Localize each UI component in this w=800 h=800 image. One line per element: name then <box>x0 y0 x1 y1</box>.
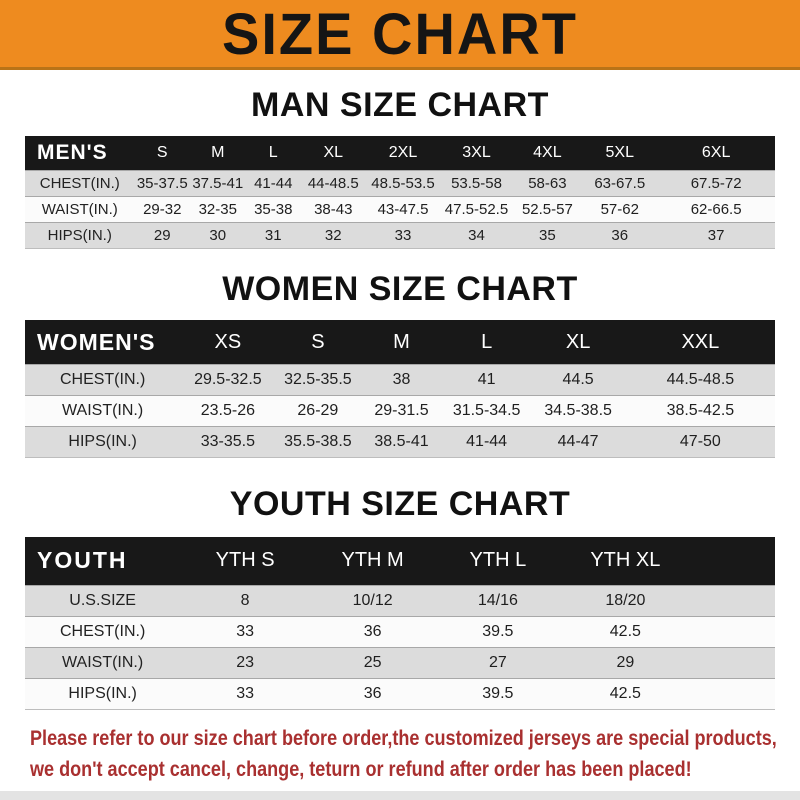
size-table-youth <box>25 537 775 710</box>
measure-row <box>25 585 775 616</box>
size-value: 23.5-26 <box>200 401 255 419</box>
measure-row <box>25 170 775 196</box>
size-value: 52.5-57 <box>521 200 573 218</box>
column-header: YTH S <box>180 537 310 585</box>
column-header: 2XL <box>366 136 441 170</box>
row-label: HIPS(IN.) <box>68 684 137 702</box>
column-header: YTH L <box>435 537 560 585</box>
header-row <box>25 537 775 585</box>
group-label-women: WOMEN'S <box>25 320 180 364</box>
empty-cell <box>690 585 775 616</box>
size-table-men <box>25 136 775 249</box>
size-value: 36 <box>611 226 629 244</box>
column-header: XL <box>531 320 626 364</box>
size-value: 25 <box>363 653 382 671</box>
size-value: 63-67.5 <box>594 174 646 192</box>
column-header: XXL <box>626 320 775 364</box>
size-value: 44.5-48.5 <box>666 370 735 388</box>
column-header: YTH XL <box>560 537 690 585</box>
size-value: 35 <box>539 226 556 244</box>
size-value: 27 <box>488 653 507 671</box>
row-label: CHEST(IN.) <box>59 370 146 388</box>
measure-row <box>25 647 775 678</box>
row-label: HIPS(IN.) <box>47 226 112 244</box>
row-label: WAIST(IN.) <box>41 200 118 218</box>
group-label-youth: YOUTH <box>25 537 180 585</box>
empty-cell <box>690 616 775 647</box>
size-value: 53.5-58 <box>451 174 502 192</box>
column-header: 5XL <box>582 136 657 170</box>
section-title-women: WOMEN SIZE CHART <box>222 269 578 308</box>
size-value: 33 <box>236 622 255 640</box>
size-value: 32.5-35.5 <box>284 370 352 388</box>
footer-note-line2: we don't accept cancel, change, teturn or refund after order has been placed! <box>30 757 692 781</box>
size-value: 37 <box>707 226 725 244</box>
column-header: L <box>246 136 302 170</box>
column-header: L <box>443 320 531 364</box>
size-value: 32-35 <box>198 200 237 218</box>
size-value: 14/16 <box>477 591 518 609</box>
size-value: 58-63 <box>528 174 567 192</box>
size-value: 35-38 <box>254 200 293 218</box>
size-table-women <box>25 320 775 458</box>
measure-row <box>25 364 775 395</box>
footer-note <box>0 723 800 785</box>
column-header: M <box>360 320 443 364</box>
size-value: 44-47 <box>557 432 599 450</box>
size-value: 39.5 <box>482 622 514 640</box>
measure-row <box>25 616 775 647</box>
size-value: 35-37.5 <box>136 174 188 192</box>
size-value: 47.5-52.5 <box>444 200 509 218</box>
size-value: 8 <box>240 591 250 609</box>
size-value: 33 <box>236 684 255 702</box>
row-label: CHEST(IN.) <box>59 622 146 640</box>
size-value: 36 <box>363 684 382 702</box>
size-value: 41-44 <box>254 174 293 192</box>
column-header: YTH M <box>310 537 435 585</box>
size-value: 30 <box>209 226 227 244</box>
size-value: 38.5-41 <box>374 432 429 450</box>
column-header: 3XL <box>441 136 513 170</box>
size-value: 36 <box>363 622 382 640</box>
size-value: 33-35.5 <box>200 432 255 450</box>
size-value: 37.5-41 <box>192 174 244 192</box>
measure-row <box>25 395 775 426</box>
size-value: 44-48.5 <box>307 174 359 192</box>
size-value: 23 <box>236 653 255 671</box>
empty-header-cell <box>690 537 775 585</box>
size-value: 39.5 <box>482 684 514 702</box>
size-value: 18/20 <box>605 591 646 609</box>
column-header: XS <box>180 320 275 364</box>
size-value: 38-43 <box>314 200 353 218</box>
size-value: 29-31.5 <box>374 401 429 419</box>
column-header: S <box>276 320 361 364</box>
group-label-men: MEN'S <box>25 136 135 170</box>
banner-title: SIZE CHART <box>222 0 578 66</box>
column-header: 4XL <box>513 136 583 170</box>
empty-cell <box>690 647 775 678</box>
size-value: 57-62 <box>600 200 639 218</box>
header-row <box>25 320 775 364</box>
size-value: 41-44 <box>466 432 508 450</box>
size-value: 67.5-72 <box>690 174 742 192</box>
row-label: WAIST(IN.) <box>62 401 144 419</box>
size-value: 35.5-38.5 <box>284 432 352 450</box>
size-value: 32 <box>324 226 342 244</box>
size-value: 47-50 <box>679 432 721 450</box>
size-value: 41 <box>477 370 496 388</box>
measure-row <box>25 678 775 709</box>
size-value: 29 <box>616 653 635 671</box>
section-title-youth: YOUTH SIZE CHART <box>229 484 571 523</box>
column-header: S <box>135 136 191 170</box>
section-women <box>0 271 800 458</box>
sections-container <box>0 87 800 710</box>
size-value: 48.5-53.5 <box>371 174 435 192</box>
size-value: 10/12 <box>352 591 393 609</box>
size-value: 34.5-38.5 <box>544 401 612 419</box>
size-value: 44.5 <box>562 370 594 388</box>
size-value: 42.5 <box>609 622 641 640</box>
row-label: CHEST(IN.) <box>39 174 120 192</box>
size-value: 42.5 <box>609 684 641 702</box>
measure-row <box>25 426 775 457</box>
size-value: 29-32 <box>143 200 182 218</box>
size-value: 29.5-32.5 <box>194 370 262 388</box>
row-label: HIPS(IN.) <box>68 432 137 450</box>
header-row <box>25 136 775 170</box>
footer-note-line1: Please refer to our size chart before order,the customized jerseys are special products, <box>30 726 777 750</box>
column-header: M <box>190 136 246 170</box>
section-title-men: MAN SIZE CHART <box>251 86 549 124</box>
measure-row <box>25 222 775 248</box>
size-value: 31.5-34.5 <box>452 401 521 419</box>
size-value: 26-29 <box>297 401 339 419</box>
column-header: XL <box>301 136 366 170</box>
row-label: WAIST(IN.) <box>62 653 144 671</box>
bottom-edge-strip <box>0 791 800 800</box>
size-value: 31 <box>264 226 282 244</box>
measure-row <box>25 196 775 222</box>
size-value: 38 <box>392 370 411 388</box>
row-label: U.S.SIZE <box>69 591 136 609</box>
section-men <box>0 87 800 249</box>
size-value: 43-47.5 <box>377 200 429 218</box>
size-value: 62-66.5 <box>690 200 742 218</box>
empty-cell <box>690 678 775 709</box>
size-value: 29 <box>153 226 171 244</box>
size-value: 38.5-42.5 <box>666 401 735 419</box>
section-youth <box>0 486 800 710</box>
size-value: 33 <box>394 226 412 244</box>
size-chart-banner <box>0 0 800 70</box>
column-header: 6XL <box>657 136 775 170</box>
size-value: 34 <box>468 226 485 244</box>
